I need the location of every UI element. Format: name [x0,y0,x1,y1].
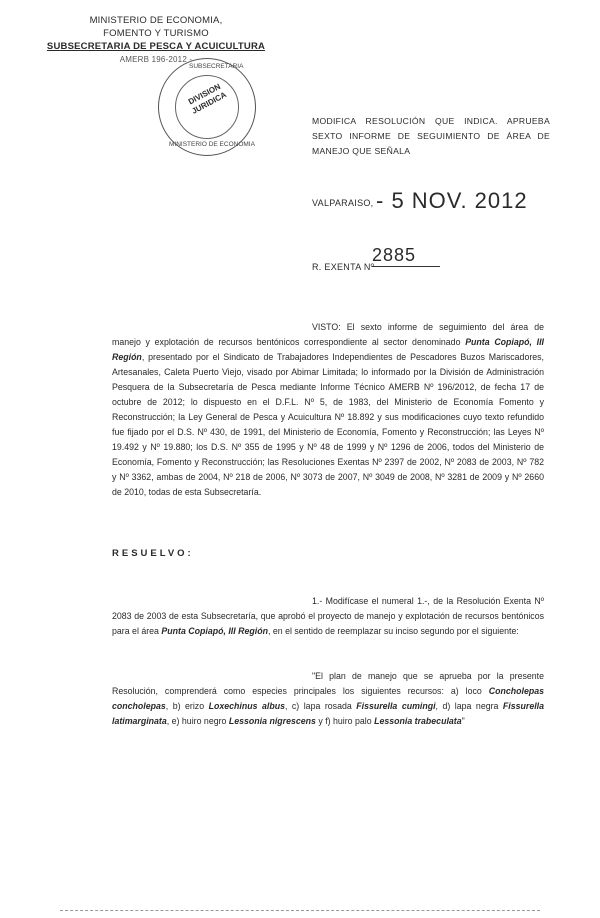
resuelvo-heading: RESUELVO: [112,548,194,559]
species-name: Lessonia trabeculata [374,716,462,726]
page-footer-divider [60,910,540,911]
quote-text: " [461,716,465,726]
amerb-reference: AMERB 196-2012 - [119,55,193,64]
quote-text: "El plan de manejo que se aprueba por la presente Resolución, comprenderá como especies principales los siguientes recursos: a) loco [112,671,544,696]
species-name: Concholepas concholepas [112,686,544,711]
stamp-ring-top: SUBSECRETARIA [189,63,244,70]
species-name: Fissurella cumingi [356,701,436,711]
species-name: Fissurella latimarginata [112,701,544,726]
visto-text-1: VISTO: El sexto informe de seguimiento del área de manejo y explotación de recursos bentónicos correspondiente al sector denominado [112,322,544,347]
visto-sector: Punta Copiapó, III Región [112,337,544,362]
ministry-line-2: FOMENTO Y TURISMO [103,28,209,39]
date-label: VALPARAISO, [312,198,374,208]
quote-text: , c) lapa rosada [284,701,357,711]
visto-paragraph [112,320,544,500]
resolution-subject: MODIFICA RESOLUCIÓN QUE INDICA. APRUEBA SEXTO INFORME DE SEGUIMIENTO DE ÁREA DE MANEJO QUE SEÑALA [312,116,550,156]
species-name: Loxechinus albus [208,701,285,711]
stamp-center-text: DIVISION JURIDICA [186,81,228,116]
article-1-text-2: , en el sentido de reemplazar su inciso segundo por el siguiente: [267,626,519,636]
quote-text: , d) lapa negra [435,701,503,711]
ministry-header [46,14,266,66]
division-juridica-stamp [158,58,256,156]
article-1-area: Punta Copiapó, III Región [161,626,268,636]
article-1-paragraph [112,594,544,639]
management-plan-quote [112,669,544,729]
article-1-text-1: 1.- Modifícase el numeral 1.-, de la Resolución Exenta Nº 2083 de 2003 de esta Subsecretaría, que aprobó el proyecto de manejo y explotación de recursos bentónicos para el área [112,596,544,636]
stamp-ring-bottom: MINISTERIO DE ECONOMIA [169,141,255,148]
subsecretaria-line: SUBSECRETARIA DE PESCA Y ACUICULTURA [46,41,266,52]
resolution-label: R. EXENTA Nº [312,262,375,272]
quote-text: y f) huiro palo [315,716,375,726]
species-name: Lessonia nigrescens [228,716,316,726]
quote-text: , b) erizo [165,701,209,711]
resolution-number: 2885 [372,245,440,267]
quote-text: , e) huiro negro [166,716,229,726]
ministry-line-1: MINISTERIO DE ECONOMIA, [89,15,223,26]
date-value: - 5 NOV. 2012 [376,188,528,213]
visto-text-2: , presentado por el Sindicato de Trabajadores Independientes de Pescadores Buzos Mariscadores, Artesanales, Caleta Puerto Viejo, visado por Abimar Limitada; lo informado por la División de Administración Pesquera de la Subsecretaría de Pesca mediante Informe Técnico AMERB Nº 196/2012, de fecha 17 de octubre de 2012; lo dispuesto en el D.F.L. Nº 5, de 1983, del Ministerio de Economía Fomento y Reconstrucción; la Ley General de Pesca y Acuicultura Nº 18.892 y sus modificaciones cuyo texto refundido fue fijado por el D.S. Nº 430, de 1991, del Ministerio de Economía, Fomento y Reconstrucción; las Leyes Nº 19.492 y Nº 19.880; los D.S. Nº 355 de 1995 y Nº 48 de 1999 y Nº 1296 de 2006, todos del Ministerio de Economía, Fomento y Reconstrucción; las Resoluciones Exentas Nº 2397 de 2002, Nº 2083 de 2003, Nº 782 y Nº 3362, ambas de 2004, Nº 218 de 2006, Nº 3073 de 2007, Nº 3049 de 2008, Nº 3281 de 2009 y Nº 2660 de 2010, todas de esta Subsecretaría. [112,352,544,497]
